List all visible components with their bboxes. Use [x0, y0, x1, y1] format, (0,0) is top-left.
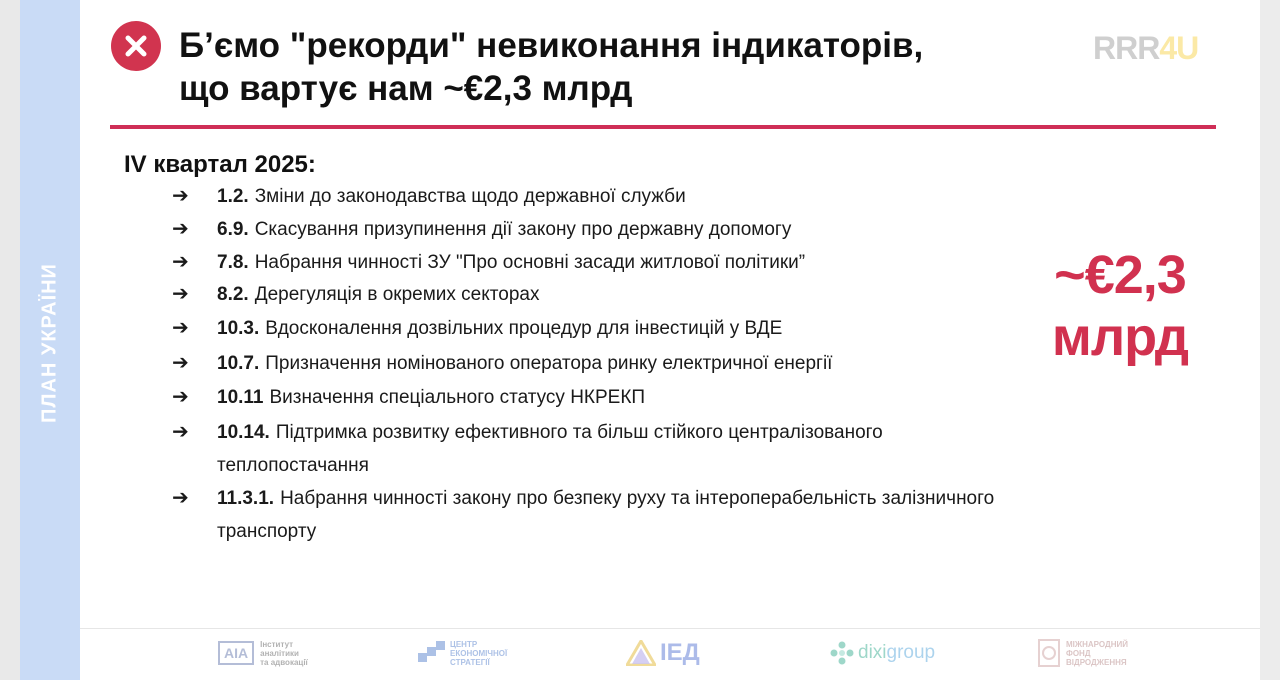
- item-text: Дерегуляція в окремих секторах: [254, 284, 540, 305]
- arrow-icon: ➔: [172, 352, 189, 374]
- footer-divider: [80, 628, 1260, 629]
- item-text: Набрання чинності закону про безпеку руху та інтероперабельність залізничного транспорту: [217, 488, 995, 542]
- slide-title: [179, 24, 1059, 110]
- arrow-icon: ➔: [172, 386, 189, 408]
- aid-mark-icon: AIA: [218, 641, 254, 665]
- amount-unit: млрд: [1051, 307, 1189, 367]
- arrow-icon: ➔: [172, 185, 189, 207]
- item-code: 1.2.: [217, 186, 249, 207]
- partner-logo-aid: AIA Інститут аналітики та адвокації: [218, 636, 308, 670]
- screen-frame-left: [0, 0, 20, 680]
- partner-logo-ces: ЦЕНТР ЕКОНОМІЧНОЇ СТРАТЕГІЇ: [418, 636, 507, 670]
- slide: [20, 0, 1260, 680]
- title-line-2: що вартує нам ~€2,3 млрд: [179, 69, 633, 108]
- arrow-icon: ➔: [172, 283, 189, 305]
- dixi-mark-icon: [830, 641, 854, 665]
- ces-mark-icon: [418, 641, 446, 665]
- title-line-1: Б’ємо "рекорди" невиконання індикаторів,: [179, 26, 924, 65]
- item-code: 10.7.: [217, 353, 260, 374]
- item-code: 7.8.: [217, 252, 249, 273]
- item-code: 11.3.1.: [217, 488, 275, 509]
- arrow-icon: ➔: [172, 317, 189, 339]
- item-text: Визначення спеціального статусу НКРЕКП: [269, 387, 646, 408]
- item-code: 10.3.: [217, 318, 260, 339]
- ied-triangle-icon: [626, 640, 656, 666]
- amount-value: ~€2,3: [1054, 245, 1186, 305]
- total-amount: [1010, 244, 1230, 368]
- item-text: Зміни до законодавства щодо державної служби: [254, 186, 686, 207]
- item-text: Призначення номінованого оператора ринку електричної енергії: [265, 353, 833, 374]
- item-text: Підтримка розвитку ефективного та більш стійкого централізованого теплопостачання: [217, 422, 883, 476]
- partner-logo-irf: МІЖНАРОДНИЙ ФОНД ВІДРОДЖЕННЯ: [1038, 636, 1128, 670]
- partner-logo-dixigroup: dixigroup: [830, 636, 935, 670]
- side-band: [20, 0, 80, 680]
- partner-logo-ied: ІЕД: [626, 636, 700, 670]
- item-code: 10.14.: [217, 422, 270, 443]
- item-text: Вдосконалення дозвільних процедур для інвестицій у ВДЕ: [265, 318, 783, 339]
- title-divider: [110, 125, 1216, 129]
- item-text: Скасування призупинення дії закону про державну допомогу: [254, 219, 792, 240]
- item-code: 10.11: [217, 387, 264, 408]
- item-code: 6.9.: [217, 219, 249, 240]
- side-label: ПЛАН УКРАЇНИ: [38, 263, 61, 423]
- arrow-icon: ➔: [172, 218, 189, 240]
- screen-frame-right: [1260, 0, 1280, 680]
- arrow-icon: ➔: [172, 251, 189, 273]
- rrr4u-logo: RRR4U: [1093, 30, 1199, 66]
- arrow-icon: ➔: [172, 421, 189, 443]
- item-code: 8.2.: [217, 284, 249, 305]
- arrow-icon: ➔: [172, 487, 189, 509]
- quarter-heading: IV квартал 2025:: [124, 151, 316, 178]
- irf-mark-icon: [1038, 639, 1060, 667]
- item-text: Набрання чинності ЗУ "Про основні засади житлової політики”: [254, 252, 806, 273]
- close-icon: [111, 21, 161, 71]
